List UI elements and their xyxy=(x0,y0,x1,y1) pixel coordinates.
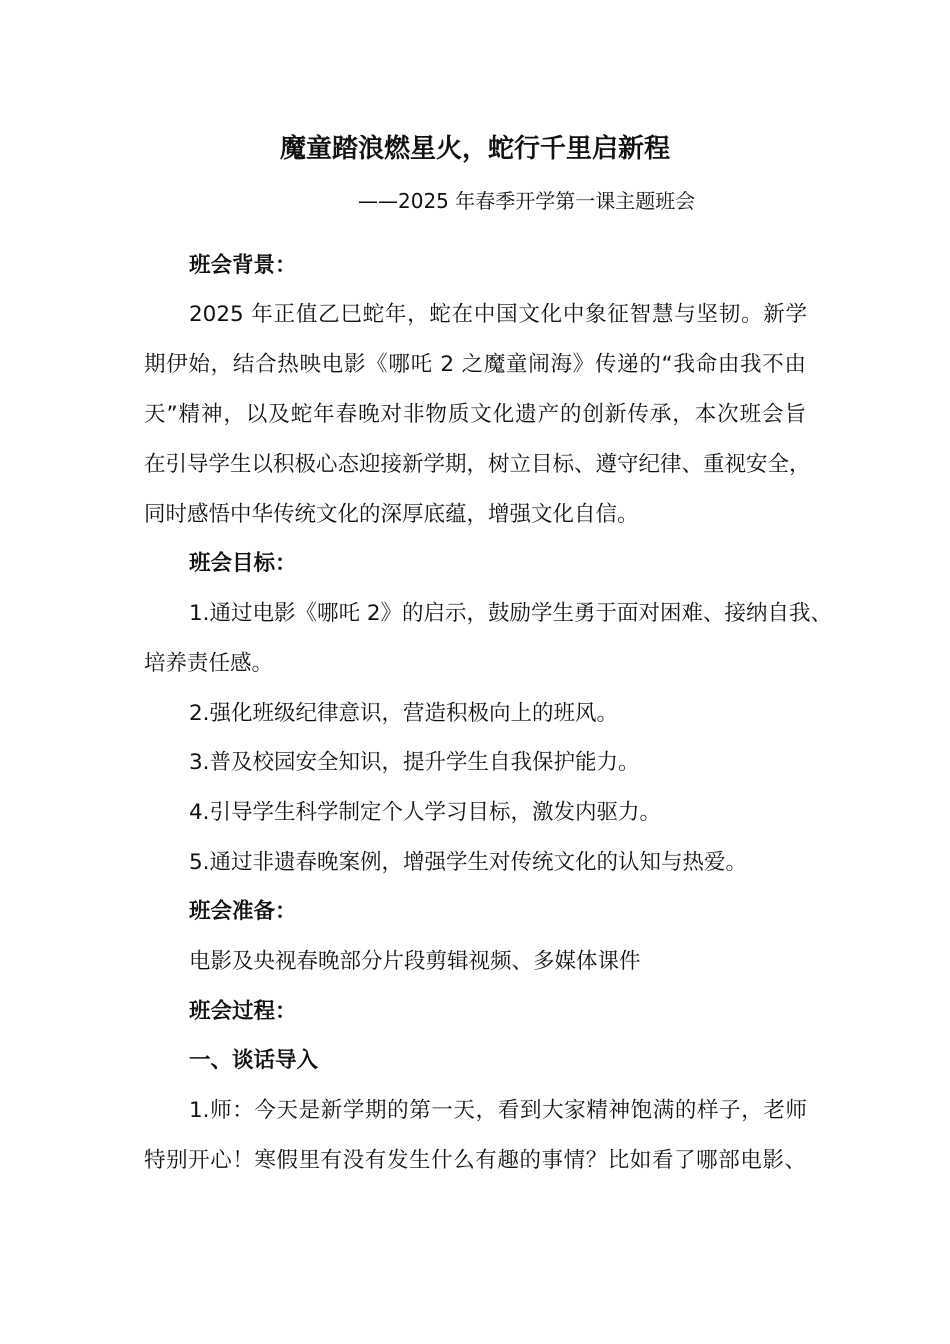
background-line-1: 2025 年正值乙巳蛇年，蛇在中国文化中象征智慧与坚韧。新学 xyxy=(189,302,807,327)
background-line-2: 期伊始，结合热映电影《哪吒 2 之魔童闹海》传递的“我命由我不由 xyxy=(144,352,806,377)
part1-heading: 一、谈话导入 xyxy=(189,1048,319,1073)
background-heading: 班会背景： xyxy=(189,253,297,278)
goal-item-5: 5.通过非遗春晚案例，增强学生对传统文化的认知与热爱。 xyxy=(189,850,748,875)
process-heading: 班会过程： xyxy=(189,999,297,1024)
background-line-4: 在引导学生以积极心态迎接新学期，树立目标、遵守纪律、重视安全， xyxy=(144,452,811,477)
goals-heading: 班会目标： xyxy=(189,551,297,576)
goal-item-2: 2.强化班级纪律意识，营造积极向上的班风。 xyxy=(189,701,619,726)
document-title: 魔童踏浪燃星火，蛇行千里启新程 xyxy=(279,134,670,164)
document-subtitle: ——2025 年春季开学第一课主题班会 xyxy=(358,189,696,213)
goal-item-1-cont: 培养责任感。 xyxy=(144,651,274,676)
prep-text: 电影及央视春晚部分片段剪辑视频、多媒体课件 xyxy=(189,949,641,974)
part1-line-1: 1.师：今天是新学期的第一天，看到大家精神饱满的样子，老师 xyxy=(189,1098,807,1123)
goal-item-1: 1.通过电影《哪吒 2》的启示，鼓励学生勇于面对困难、接纳自我、 xyxy=(189,601,833,626)
goal-item-4: 4.引导学生科学制定个人学习目标，激发内驱力。 xyxy=(189,800,662,825)
background-line-5: 同时感悟中华传统文化的深厚底蕴，增强文化自信。 xyxy=(144,502,639,527)
goal-item-3: 3.普及校园安全知识，提升学生自我保护能力。 xyxy=(189,750,640,775)
prep-heading: 班会准备： xyxy=(189,899,297,924)
part1-line-2: 特别开心！寒假里有没有发生什么有趣的事情？比如看了哪部电影、 xyxy=(144,1148,806,1173)
background-line-3: 天”精神，以及蛇年春晚对非物质文化遗产的创新传承，本次班会旨 xyxy=(144,402,806,427)
